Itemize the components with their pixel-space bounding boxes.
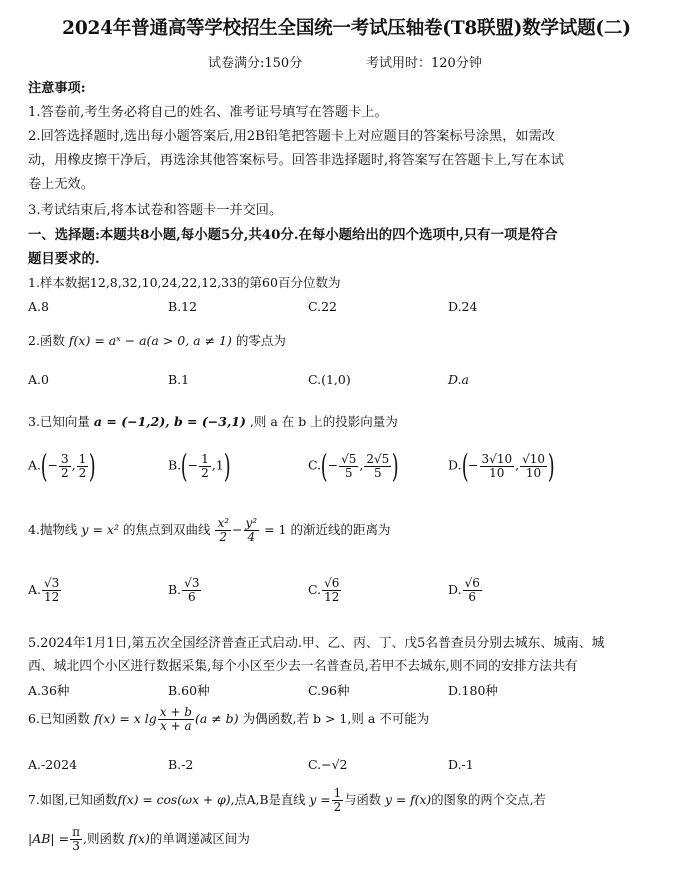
q5-option-d: D.180种: [448, 683, 498, 698]
q4-option-b: B. $\frac{√3}{6}$: [168, 576, 200, 604]
notice-item: 1.答卷前,考生务必将自己的姓名、准考证号填写在答题卡上。: [28, 105, 388, 120]
q6-option-b: B.-2: [168, 757, 194, 772]
q5-option-c: C.96种: [308, 683, 350, 698]
q3-option-b: B.(− $\frac{1}{2}$ ,1): [168, 447, 231, 485]
q6-option-d: D.-1: [448, 757, 474, 772]
question-7-stem: 7.如图,已知函数f(x) = cos(ωx + φ),点A,B是直线 y = $\frac{1}{2}$ 与函数 y = f(x)的图象的两个交点,若: [28, 786, 546, 814]
q1-option-b: B.12: [168, 299, 198, 314]
q4-option-a: A. $\frac{√3}{12}$: [28, 576, 60, 604]
q1-option-d: D.24: [448, 299, 478, 314]
notice-heading: 注意事项:: [28, 81, 86, 96]
question-5-stem: 5.2024年1月1日,第五次全国经济普查正式启动.甲、乙、丙、丁、戊5名普查员分别去城东、城南、城: [28, 636, 605, 651]
q2-option-d: D.a: [448, 372, 470, 387]
notice-item: 2.回答选择题时,选出每小题答案后,用2B铅笔把答题卡上对应题目的答案标号涂黑，如需改: [28, 129, 555, 144]
notice-item: 动，用橡皮擦干净后，再选涂其他答案标号。回答非选择题时,将答案写在答题卡上,写在本试: [28, 153, 564, 168]
q3-option-a: A.(− $\frac{3}{2}$ , $\frac{1}{2}$ ): [28, 447, 96, 485]
notice-item: 卷上无效。: [28, 177, 94, 192]
q3-option-d: D.(− $\frac{3√10}{10}$ , $\frac{√10}{10}$ ): [448, 447, 555, 485]
q2-function: f(x) = aˣ − a(a > 0, a ≠ 1): [68, 333, 232, 348]
question-7-stem-cont: |AB| = $\frac{\pi}{3}$ ,则函数 f(x)的单调递减区间为: [28, 825, 250, 853]
q3-vectors: a = (−1,2), b = (−3,1): [93, 414, 246, 429]
exam-title: 2024年普通高等学校招生全国统一考试压轴卷(T8联盟)数学试题(二): [62, 18, 631, 39]
q6-option-a: A.-2024: [28, 757, 78, 772]
q3-option-c: C.(− $\frac{√5}{5}$ , $\frac{2√5}{5}$ ): [308, 447, 399, 485]
question-1-stem: 1.样本数据12,8,32,10,24,22,12,33的第60百分位数为: [28, 275, 341, 290]
q1-option-c: C.22: [308, 299, 337, 314]
q5-option-b: B.60种: [168, 683, 210, 698]
q2-option-c: C.(1,0): [308, 372, 351, 387]
question-5-stem-cont: 西、城北四个小区进行数据采集,每个小区至少去一名普查员,若甲不去城东,则不同的安排方法共有: [28, 659, 578, 674]
question-4-stem: 4.抛物线 y = x² 的焦点到双曲线 $\frac{\text{x²}}{2}$ − $\frac{\text{y²}}{4}$ = 1 的渐近线的距离为: [28, 516, 391, 544]
q1-option-a: A.8: [28, 299, 49, 314]
q6-option-c: C.−√2: [308, 757, 348, 772]
notice-item: 3.考试结束后,将本试卷和答题卡一并交回。: [28, 203, 283, 218]
q2-option-a: A.0: [28, 372, 49, 387]
q2-option-b: B.1: [168, 372, 190, 387]
full-score: 试卷满分:150分: [208, 56, 303, 71]
question-2-stem: 2.函数 f(x) = aˣ − a(a > 0, a ≠ 1) 的零点为: [28, 333, 286, 348]
q4-option-c: C. $\frac{√6}{12}$: [308, 576, 340, 604]
question-3-stem: 3.已知向量 a = (−1,2), b = (−3,1) ,则 a 在 b 上的投影向量为: [28, 414, 398, 429]
section-heading: 一、选择题:本题共8小题,每小题5分,共40分.在每小题给出的四个选项中,只有一项是符合: [28, 227, 558, 243]
time-limit: 考试用时：120分钟: [366, 56, 482, 71]
section-heading-cont: 题目要求的.: [28, 251, 100, 267]
q4-option-d: D. $\frac{√6}{6}$: [448, 576, 480, 604]
question-6-stem: 6.已知函数 f(x) = x lg $\frac{x + b}{x + a}$ (a ≠ b) 为偶函数,若 b > 1,则 a 不可能为: [28, 705, 430, 733]
q5-option-a: A.36种: [28, 683, 70, 698]
